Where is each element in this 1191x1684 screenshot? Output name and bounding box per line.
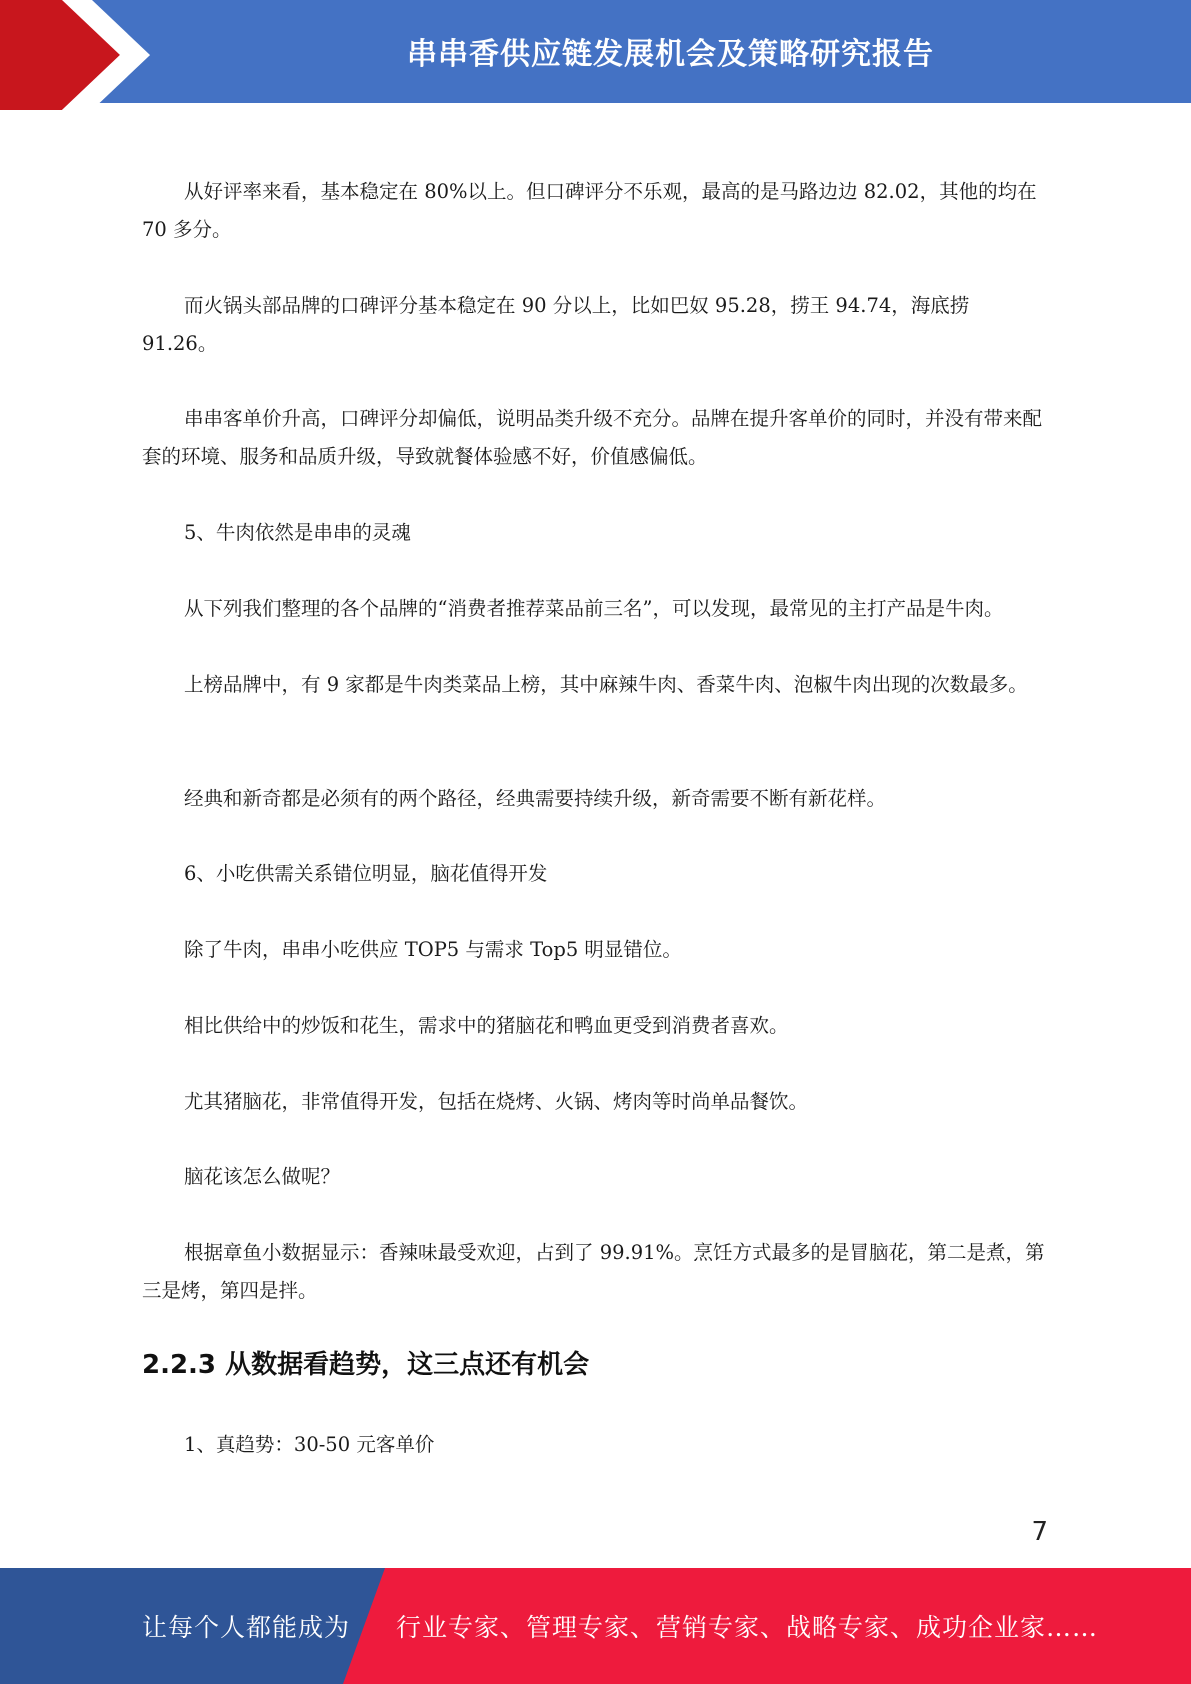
- paragraph-beef-brands: 上榜品牌中，有 9 家都是牛肉类菜品上榜，其中麻辣牛肉、香菜牛肉、泡椒牛肉出现的次数最多。: [184, 673, 1028, 696]
- section-heading: 2.2.3 从数据看趋势，这三点还有机会: [142, 1350, 590, 1380]
- header-banner: [0, 0, 1191, 110]
- subheading-snacks: 6、小吃供需关系错位明显，脑花值得开发: [184, 862, 548, 885]
- footer-slogan-right: 行业专家、管理专家、营销专家、战略专家、成功企业家……: [396, 1613, 1099, 1642]
- paragraph-price-rating: 串串客单价升高，口碑评分却偏低，说明品类升级不充分。品牌在提升客单价的同时，并没有带来配套的环境、服务和品质升级，导致就餐体验感不好，价值感偏低。: [142, 407, 1043, 468]
- subheading-beef: 5、牛肉依然是串串的灵魂: [184, 521, 411, 544]
- paragraph-data-source: 根据章鱼小数据显示：香辣味最受欢迎，占到了 99.91%。烹饪方式最多的是冒脑花，第二是煮，第三是烤，第四是拌。: [142, 1241, 1045, 1302]
- paragraph-classic-novel: 经典和新奇都是必须有的两个路径，经典需要持续升级，新奇需要不断有新花样。: [184, 787, 887, 810]
- subheading-trend-1: 1、真趋势：30-50 元客单价: [184, 1433, 435, 1456]
- footer-banner: [0, 1568, 1191, 1684]
- paragraph-top-dishes: 从下列我们整理的各个品牌的“消费者推荐菜品前三名”，可以发现，最常见的主打产品是牛肉。: [184, 597, 1004, 620]
- paragraph-hotpot-rating: 而火锅头部品牌的口碑评分基本稳定在 90 分以上，比如巴奴 95.28，捞王 94.74，海底捞 91.26。: [142, 294, 970, 355]
- footer-slogan-left: 让每个人都能成为: [142, 1613, 351, 1642]
- paragraph-snack-mismatch: 除了牛肉，串串小吃供应 TOP5 与需求 Top5 明显错位。: [184, 938, 682, 961]
- paragraph-pig-brain: 尤其猪脑花，非常值得开发，包括在烧烤、火锅、烤肉等时尚单品餐饮。: [184, 1090, 809, 1113]
- page-number: 7: [1031, 1517, 1048, 1547]
- paragraph-rating: 从好评率来看，基本稳定在 80%以上。但口碑评分不乐观，最高的是马路边边 82.02，其他的均在 70 多分。: [142, 180, 1037, 241]
- paragraph-supply-demand: 相比供给中的炒饭和花生，需求中的猪脑花和鸭血更受到消费者喜欢。: [184, 1014, 789, 1037]
- paragraph-question: 脑花该怎么做呢？: [184, 1165, 341, 1188]
- report-title: 串串香供应链发展机会及策略研究报告: [407, 37, 934, 72]
